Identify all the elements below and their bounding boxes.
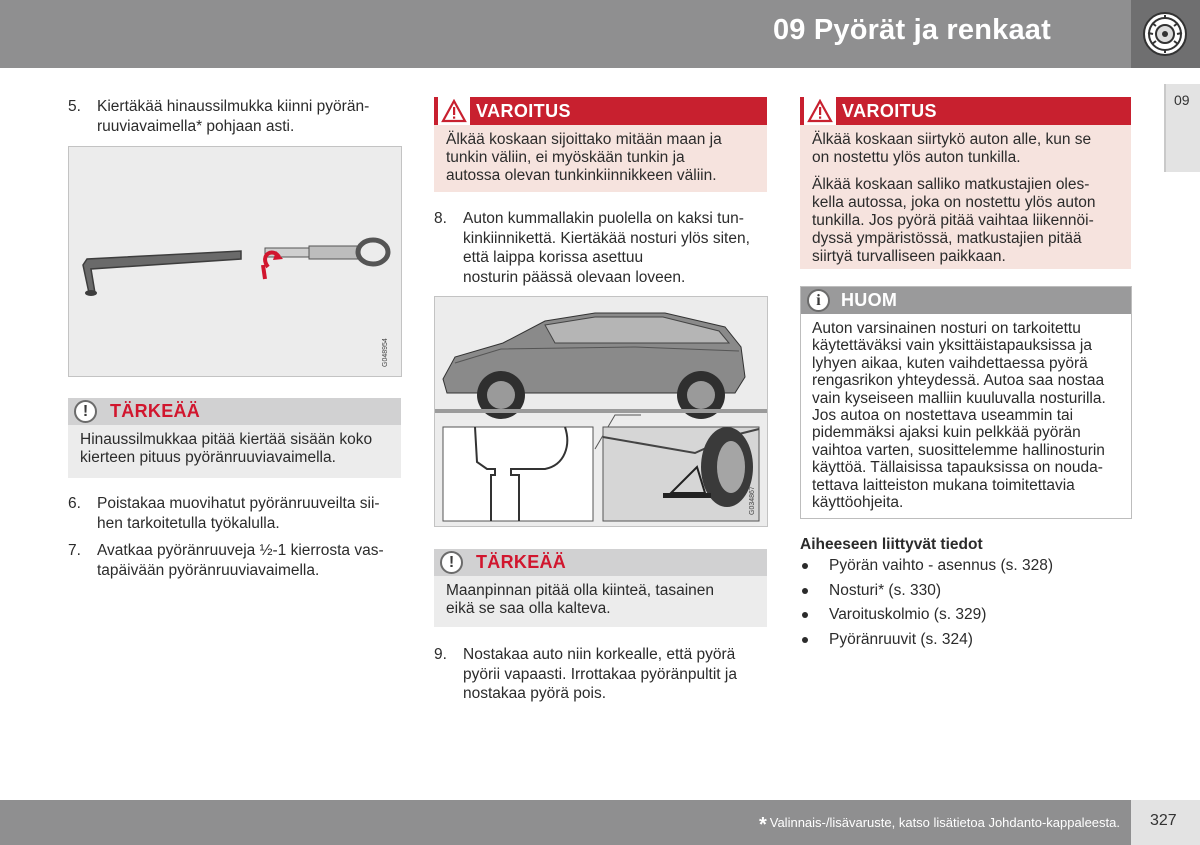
text-line: tunkilla. Jos pyörä pitää vaihtaa liikennöi- [812, 212, 1094, 229]
text-line: vain kyseiseen malliin kuuluvalla nosturilla. [812, 389, 1106, 407]
text-line: käytettäväksi vain yksittäistapauksissa ja [812, 337, 1092, 355]
text-line: eikä se saa olla kalteva. [446, 600, 611, 617]
text-line: Älkää koskaan salliko matkustajien oles- [812, 176, 1090, 193]
text-line: Auton kummallakin puolella on kaksi tun- [463, 210, 744, 227]
notice-body [80, 431, 391, 467]
figure-car-jack [434, 296, 768, 527]
tarkeaa-notice-1 [68, 398, 401, 478]
related-link[interactable] [800, 631, 1053, 656]
warning-label: VAROITUS [476, 101, 571, 121]
step-number: 6. [68, 495, 81, 512]
warning-triangle-icon [438, 97, 470, 125]
related-link-label: Pyöränruuvit (s. 324) [829, 630, 973, 648]
related-info-title: Aiheeseen liittyvät tiedot [800, 536, 983, 553]
step-number: 9. [434, 646, 447, 663]
text-line: Avatkaa pyöränruuveja ½-1 kierrosta vas- [97, 542, 384, 559]
step-9 [434, 645, 774, 705]
text-line: kinkiinnikettä. Kiertäkää nosturi ylös siten, [463, 229, 750, 247]
related-info-list [800, 557, 1053, 655]
related-link-label: Varoituskolmio (s. 329) [829, 606, 987, 623]
warning-paragraph [812, 131, 1121, 167]
info-icon: i [807, 289, 830, 312]
text-line: pidemmäksi ajaksi kuin pelkkää pyörän [812, 424, 1081, 442]
tire-icon [1142, 11, 1188, 57]
step-8 [434, 209, 774, 289]
text-line: Nostakaa auto niin korkealle, että pyörä [463, 646, 736, 663]
figure-code: G048954 [382, 338, 389, 367]
warning-body [812, 131, 1121, 275]
text-line: nostakaa pyörä pois. [463, 685, 607, 702]
related-link[interactable] [800, 557, 1053, 582]
step-number: 7. [68, 542, 81, 559]
text-line: Kiertäkää hinaussilmukka kiinni pyörän- [97, 98, 370, 115]
warning-label: VAROITUS [842, 101, 937, 121]
chapter-tab [1164, 84, 1200, 172]
notice-header [68, 398, 401, 425]
text-line: siirtyä turvalliseen paikkaan. [812, 248, 1006, 265]
exclamation-icon: ! [74, 400, 97, 423]
step-6 [68, 494, 401, 534]
page-header [0, 0, 1200, 68]
text-line: Hinaussilmukkaa pitää kiertää sisään koko [80, 431, 373, 448]
warning-triangle-icon [804, 97, 836, 125]
text-line: dyssä ympäristössä, matkustajien pitää [812, 230, 1082, 247]
text-line: kierteen pituus pyöränruuviavaimella. [80, 449, 336, 466]
text-line: vaihtoa varten, suosittelemme hallinosturin [812, 441, 1105, 459]
text-line: nosturin päässä olevaan loveen. [463, 268, 686, 286]
varoitus-notice-1 [434, 97, 767, 192]
footer-note [759, 814, 1120, 837]
page-number: 327 [1150, 812, 1177, 829]
text-line: Poistakaa muovihatut pyöränruuveilta sii- [97, 495, 380, 512]
chapter-icon-box [1131, 0, 1200, 68]
notice-body [446, 582, 757, 618]
related-link-label: Pyörän vaihto - asennus (s. 328) [829, 557, 1054, 574]
notice-header [434, 549, 767, 576]
bullet-icon [802, 637, 808, 643]
text-line: Auton varsinainen nosturi on tarkoitettu [812, 320, 1081, 337]
related-link-label: Nosturi* (s. 330) [829, 581, 941, 599]
chapter-title: 09 Pyörät ja renkaat [772, 14, 1051, 46]
header-bar [0, 0, 1131, 68]
footnote-star: * [758, 814, 767, 836]
text-line: että laippa korissa asettuu [463, 249, 644, 266]
notice-label: TÄRKEÄÄ [476, 552, 567, 572]
step-text [463, 209, 750, 287]
bullet-icon [802, 588, 808, 594]
warning-header [434, 97, 767, 125]
step-7 [68, 541, 401, 581]
text-line: käyttöohjeita. [812, 494, 904, 512]
text-line: Maanpinnan pitää olla kiinteä, tasainen [446, 582, 714, 599]
tarkeaa-notice-2 [434, 549, 767, 627]
figure-code: G034867 [749, 486, 756, 515]
varoitus-notice-2 [800, 97, 1131, 269]
note-label: HUOM [841, 290, 898, 310]
related-link[interactable] [800, 606, 1053, 631]
huom-notice [800, 286, 1132, 519]
related-link[interactable] [800, 582, 1053, 607]
notice-label: TÄRKEÄÄ [110, 401, 201, 421]
bullet-icon [802, 563, 808, 569]
text-line: pyörii vapaasti. Irrottakaa pyöränpultit ja [463, 665, 737, 683]
step-number: 8. [434, 210, 447, 227]
chapter-tab-label: 09 [1174, 92, 1190, 108]
step-5 [68, 97, 398, 137]
note-body [812, 320, 1123, 511]
warning-paragraph [812, 176, 1121, 266]
text-line: tapäivään pyöränruuviavaimella. [97, 561, 320, 579]
step-text [463, 645, 737, 704]
warning-header [800, 97, 1131, 125]
bullet-icon [802, 612, 808, 618]
note-header [801, 287, 1131, 314]
text-line: hen tarkoitetulla työkalulla. [97, 514, 280, 532]
text-line: rengasrikon yhteydessä. Autoa saa nostaa [812, 372, 1105, 390]
text-line: käyttöä. Tällaisissa tapauksissa on nouda- [812, 459, 1103, 477]
footnote-text: Valinnais-/lisävaruste, katso lisätietoa Johdanto-kappaleesta. [769, 815, 1120, 830]
text-line: kella autossa, joka on nostettu ylös auton [812, 194, 1096, 211]
text-line: tunkin väliin, ei myöskään tunkin ja [446, 149, 685, 166]
text-line: tettava laitteiston mukana toimitettavia [812, 476, 1075, 494]
text-line: Jos autoa on nostettava useammin tai [812, 407, 1074, 425]
text-line: Älkää koskaan siirtykö auton alle, kun se [812, 131, 1092, 148]
car-jack-illustration [435, 297, 767, 526]
step-text [97, 541, 384, 580]
warning-body [446, 131, 757, 185]
step-text [97, 97, 369, 136]
text-line: autossa olevan tunkinkiinnikkeen väliin. [446, 167, 717, 184]
text-line: on nostettu ylös auton tunkilla. [812, 149, 1021, 166]
wheel-wrench-illustration [69, 147, 401, 376]
step-text [97, 494, 380, 533]
text-line: ruuviavaimella* pohjaan asti. [97, 117, 295, 135]
text-line: lyhyen aikaa, kuten vaihdettaessa pyörä [812, 354, 1088, 372]
exclamation-icon: ! [440, 551, 463, 574]
page-number-box [1131, 800, 1200, 845]
step-number: 5. [68, 98, 81, 115]
figure-wheel-wrench [68, 146, 402, 377]
text-line: Älkää koskaan sijoittako mitään maan ja [446, 131, 722, 148]
